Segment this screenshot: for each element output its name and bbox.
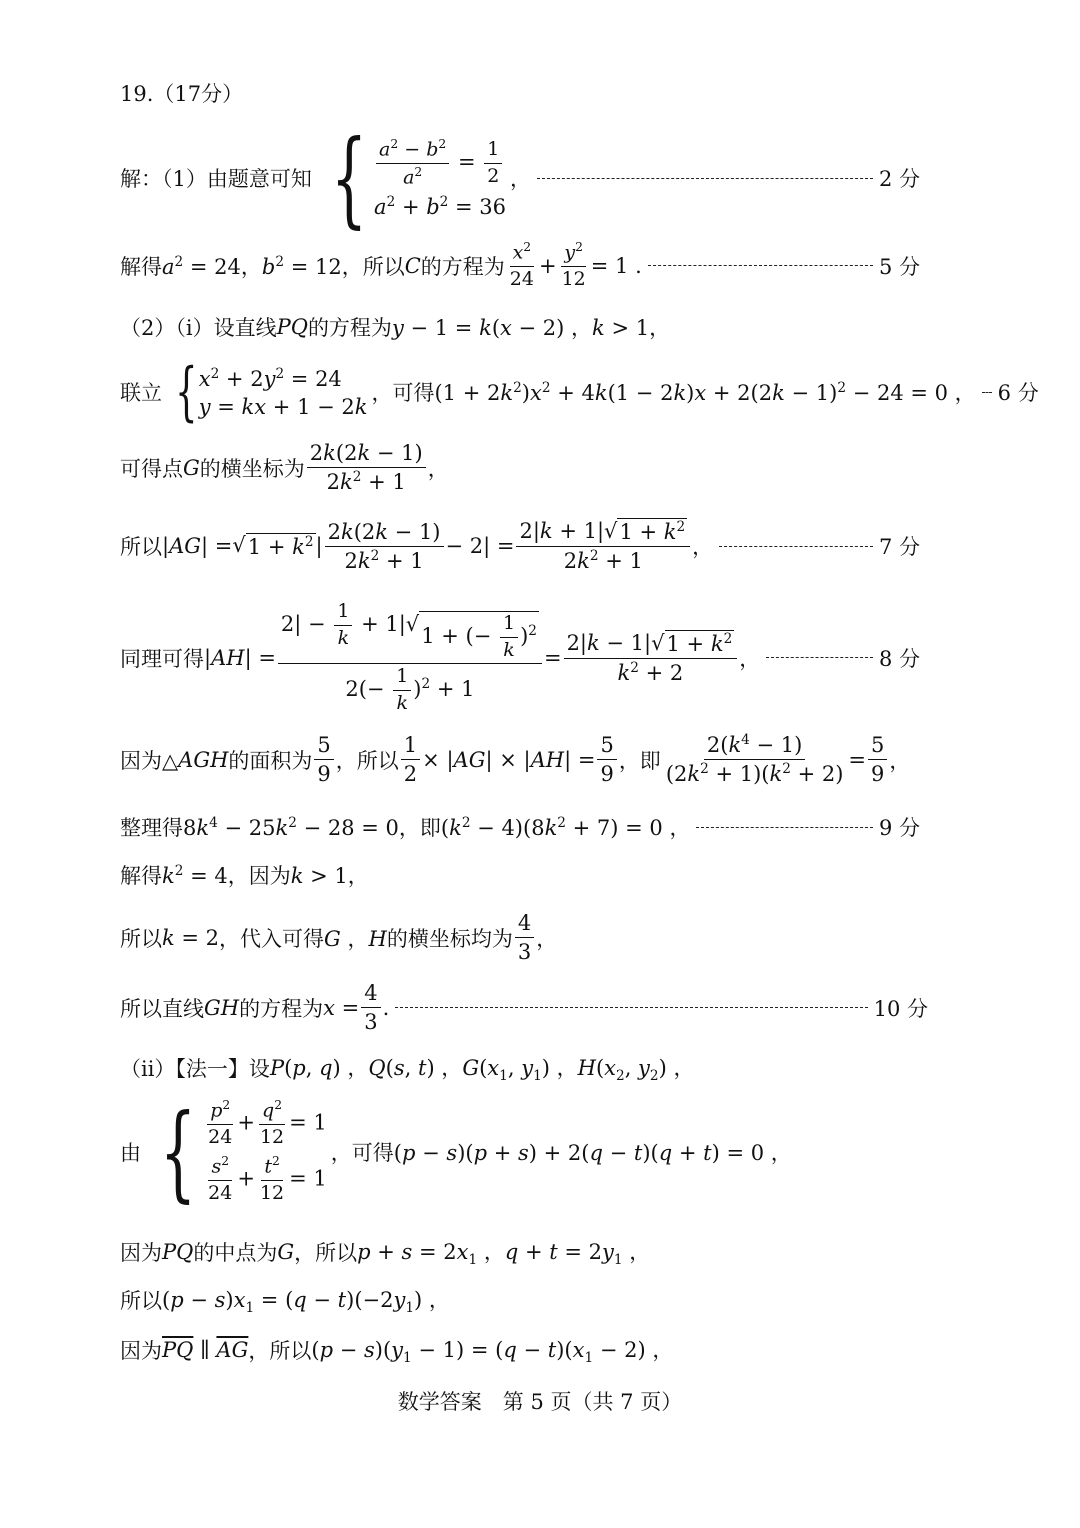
equation-system: { $\frac{p^2}{24}$ + $\frac{q^2}{12}$ = 1 $\frac{s^2}{24}$ + $\frac{t^2}{12}$ = 1 <box>159 1090 327 1213</box>
solution-step-2: 解得 $a^2 = 24$，$b^2 = 12$ ，所以 C 的方程为 $\frac{x^2}{24}$ + $\frac{y^2}{12}$ = 1 . 5 分 <box>120 240 920 291</box>
step-text: （ⅱ）【法一】设 <box>120 1057 270 1082</box>
step-text: ，即 <box>618 748 661 773</box>
solution-step-12: 所以直线 GH 的方程为 x = $\frac{4}{3}$ . 10 分 <box>120 981 928 1035</box>
step-text: （2）（ⅰ）设直线 <box>120 316 277 340</box>
step-text: ，可得 <box>330 1140 394 1165</box>
step-text: ，即 <box>398 816 441 840</box>
step-text: 所以 <box>120 1289 162 1314</box>
step-text: ，所以 <box>248 1339 312 1364</box>
step-text: ，代入可得 <box>219 926 325 951</box>
solution-step-16: 所以 $(p - s)x_1 = (q - t)(-2y_1)$ ， <box>120 1284 920 1316</box>
dash-leader <box>395 1007 867 1008</box>
equation-system: { $x^2 + 2y^2 = 24$ y = kx + 1 − 2k <box>175 355 368 429</box>
step-text: 所以直线 <box>120 996 204 1021</box>
step-text: 因为 <box>120 1339 162 1364</box>
step-text: 的方程为 <box>239 996 324 1021</box>
solution-step-1: 解：（1）由题意可知 { $\frac{a^2 - b^2}{a^2}$ = $\frac{1}{2}$ $a^2 + b^2 = 36$ ， 2 分 <box>120 117 920 239</box>
step-text: 整理得 <box>120 816 183 840</box>
step-text: 因为 <box>120 1241 162 1266</box>
score-label: 5 分 <box>878 254 920 279</box>
step-text: 同理可得 <box>120 646 204 671</box>
solution-step-8: 因为△ AGH 的面积为 $\frac{5}{9}$ ，所以 $\frac{1}{2}$ × |AG| × |AH| = $\frac{5}{9}$ ，即 $\frac{2(k^4 - 1)}{(2k^2 + 1)(k^2 + 2)}$ = $\frac{5}{9}$ ， <box>120 732 911 787</box>
solution-step-9: 整理得 $8k^4 - 25k^2 - 28 = 0$ ，即 $(k^2 - 4)(8k^2 + 7) = 0$ ， 9 分 <box>120 812 920 842</box>
score-label: 8 分 <box>878 646 920 671</box>
step-text: 所以 <box>120 926 162 951</box>
equation-system: { $\frac{a^2 - b^2}{a^2}$ = $\frac{1}{2}$ $a^2 + b^2 = 36$ <box>330 117 507 239</box>
step-text: 的面积为 <box>228 748 313 773</box>
step-text: 解：（1）由题意可知 <box>120 167 312 191</box>
solution-step-7: 同理可得 |AH| = 2| − $\frac{1}{k}$ + 1|√ 1 + (− $\frac{1}{k}$ )$^2$ 2(− $\frac{1}{k}$ )$^2$ + 1 = 2|k − 1|√ $1 + k^2$ $k^2 + 2$ ， 8 分 <box>120 600 920 714</box>
dash-leader <box>696 827 872 828</box>
score-label: 2 分 <box>878 167 920 191</box>
solution-step-5: 可得点 G 的横坐标为 $\frac{2k(2k - 1)}{2k^2 + 1}$ ， <box>120 441 449 495</box>
step-text: 联立 <box>120 381 162 405</box>
solution-step-3: （2）（ⅰ）设直线 PQ 的方程为 y − 1 = k(x − 2) ，k > 1， <box>120 312 920 342</box>
step-text: ，可得 <box>371 381 435 405</box>
step-text: 的横坐标为 <box>199 456 305 481</box>
step-text: 的中点为 <box>193 1241 278 1266</box>
step-text: ，所以 <box>335 748 399 773</box>
step-text: ，因为 <box>227 864 291 888</box>
score-label: 9 分 <box>878 816 920 840</box>
score-label: 7 分 <box>878 535 920 560</box>
dash-leader <box>766 657 873 658</box>
score-label: 6 分 <box>997 381 1039 405</box>
solution-step-6: 所以 |AG| = √ $1 + k^2$ | $\frac{2k(2k - 1)}{2k^2 + 1}$ − 2| = 2|k + 1|√ $1 + k^2$ $2k^2 + 1$ ， 7 分 <box>120 519 920 574</box>
step-text: 解得 <box>120 864 162 888</box>
step-text: 可得点 <box>120 456 183 481</box>
solution-step-4: 联立 { $x^2 + 2y^2 = 24$ y = kx + 1 − 2k ，可得 $(1 + 2k^2)x^2 + 4k(1 - 2k)x + 2(2k - 1)^2 - 24 = 0$ ， 6 分 <box>120 355 1039 429</box>
problem-number: 19.（17分） <box>120 82 244 106</box>
step-text: 的横坐标均为 <box>386 926 513 951</box>
step-text: 因为△ <box>120 748 179 773</box>
problem-header <box>120 78 920 108</box>
dash-leader <box>719 546 873 547</box>
solution-step-11: 所以 k = 2 ，代入可得 G ，H 的横坐标均为 $\frac{4}{3}$ ， <box>120 911 558 965</box>
dash-leader <box>982 392 992 393</box>
solution-step-13: （ⅱ）【法一】设 P(p, q) ，Q(s, t) ，$G(x_1$, $y_1$) ，$H(x_2$, $y_2$) ， <box>120 1052 920 1084</box>
page-footer: 数学答案 第 5 页（共 7 页） <box>397 1390 683 1414</box>
step-text: 解得 <box>120 254 162 279</box>
score-label: 10 分 <box>873 996 928 1021</box>
step-text: 所以 <box>120 535 162 560</box>
step-text: 由 <box>120 1140 141 1165</box>
step-text: 的方程为 <box>307 316 392 340</box>
solution-step-10: 解得 $k^2 = 4$ ，因为 k > 1， <box>120 860 920 890</box>
step-text: 的方程为 <box>420 254 505 279</box>
dash-leader <box>537 178 873 179</box>
solution-step-17: 因为 $\overline{PQ}$ ∥ $\overline{AG}$ ，所以 $(p - s)(y_1 - 1) = (q - t)(x_1 - 2)$ ， <box>120 1334 920 1366</box>
step-text: ，所以 <box>341 254 405 279</box>
solution-step-14: 由 { $\frac{p^2}{24}$ + $\frac{q^2}{12}$ = 1 $\frac{s^2}{24}$ + $\frac{t^2}{12}$ = 1 ，可得 (p − s)(p + s) + 2(q − t)(q + t) = 0 ， <box>120 1090 792 1213</box>
dash-leader <box>648 265 873 266</box>
step-text: ，所以 <box>294 1241 358 1266</box>
solution-step-15: 因为 PQ 的中点为 G ，所以 $p + s = 2x_1$ ，$q + t = 2y_1$ ， <box>120 1236 920 1268</box>
